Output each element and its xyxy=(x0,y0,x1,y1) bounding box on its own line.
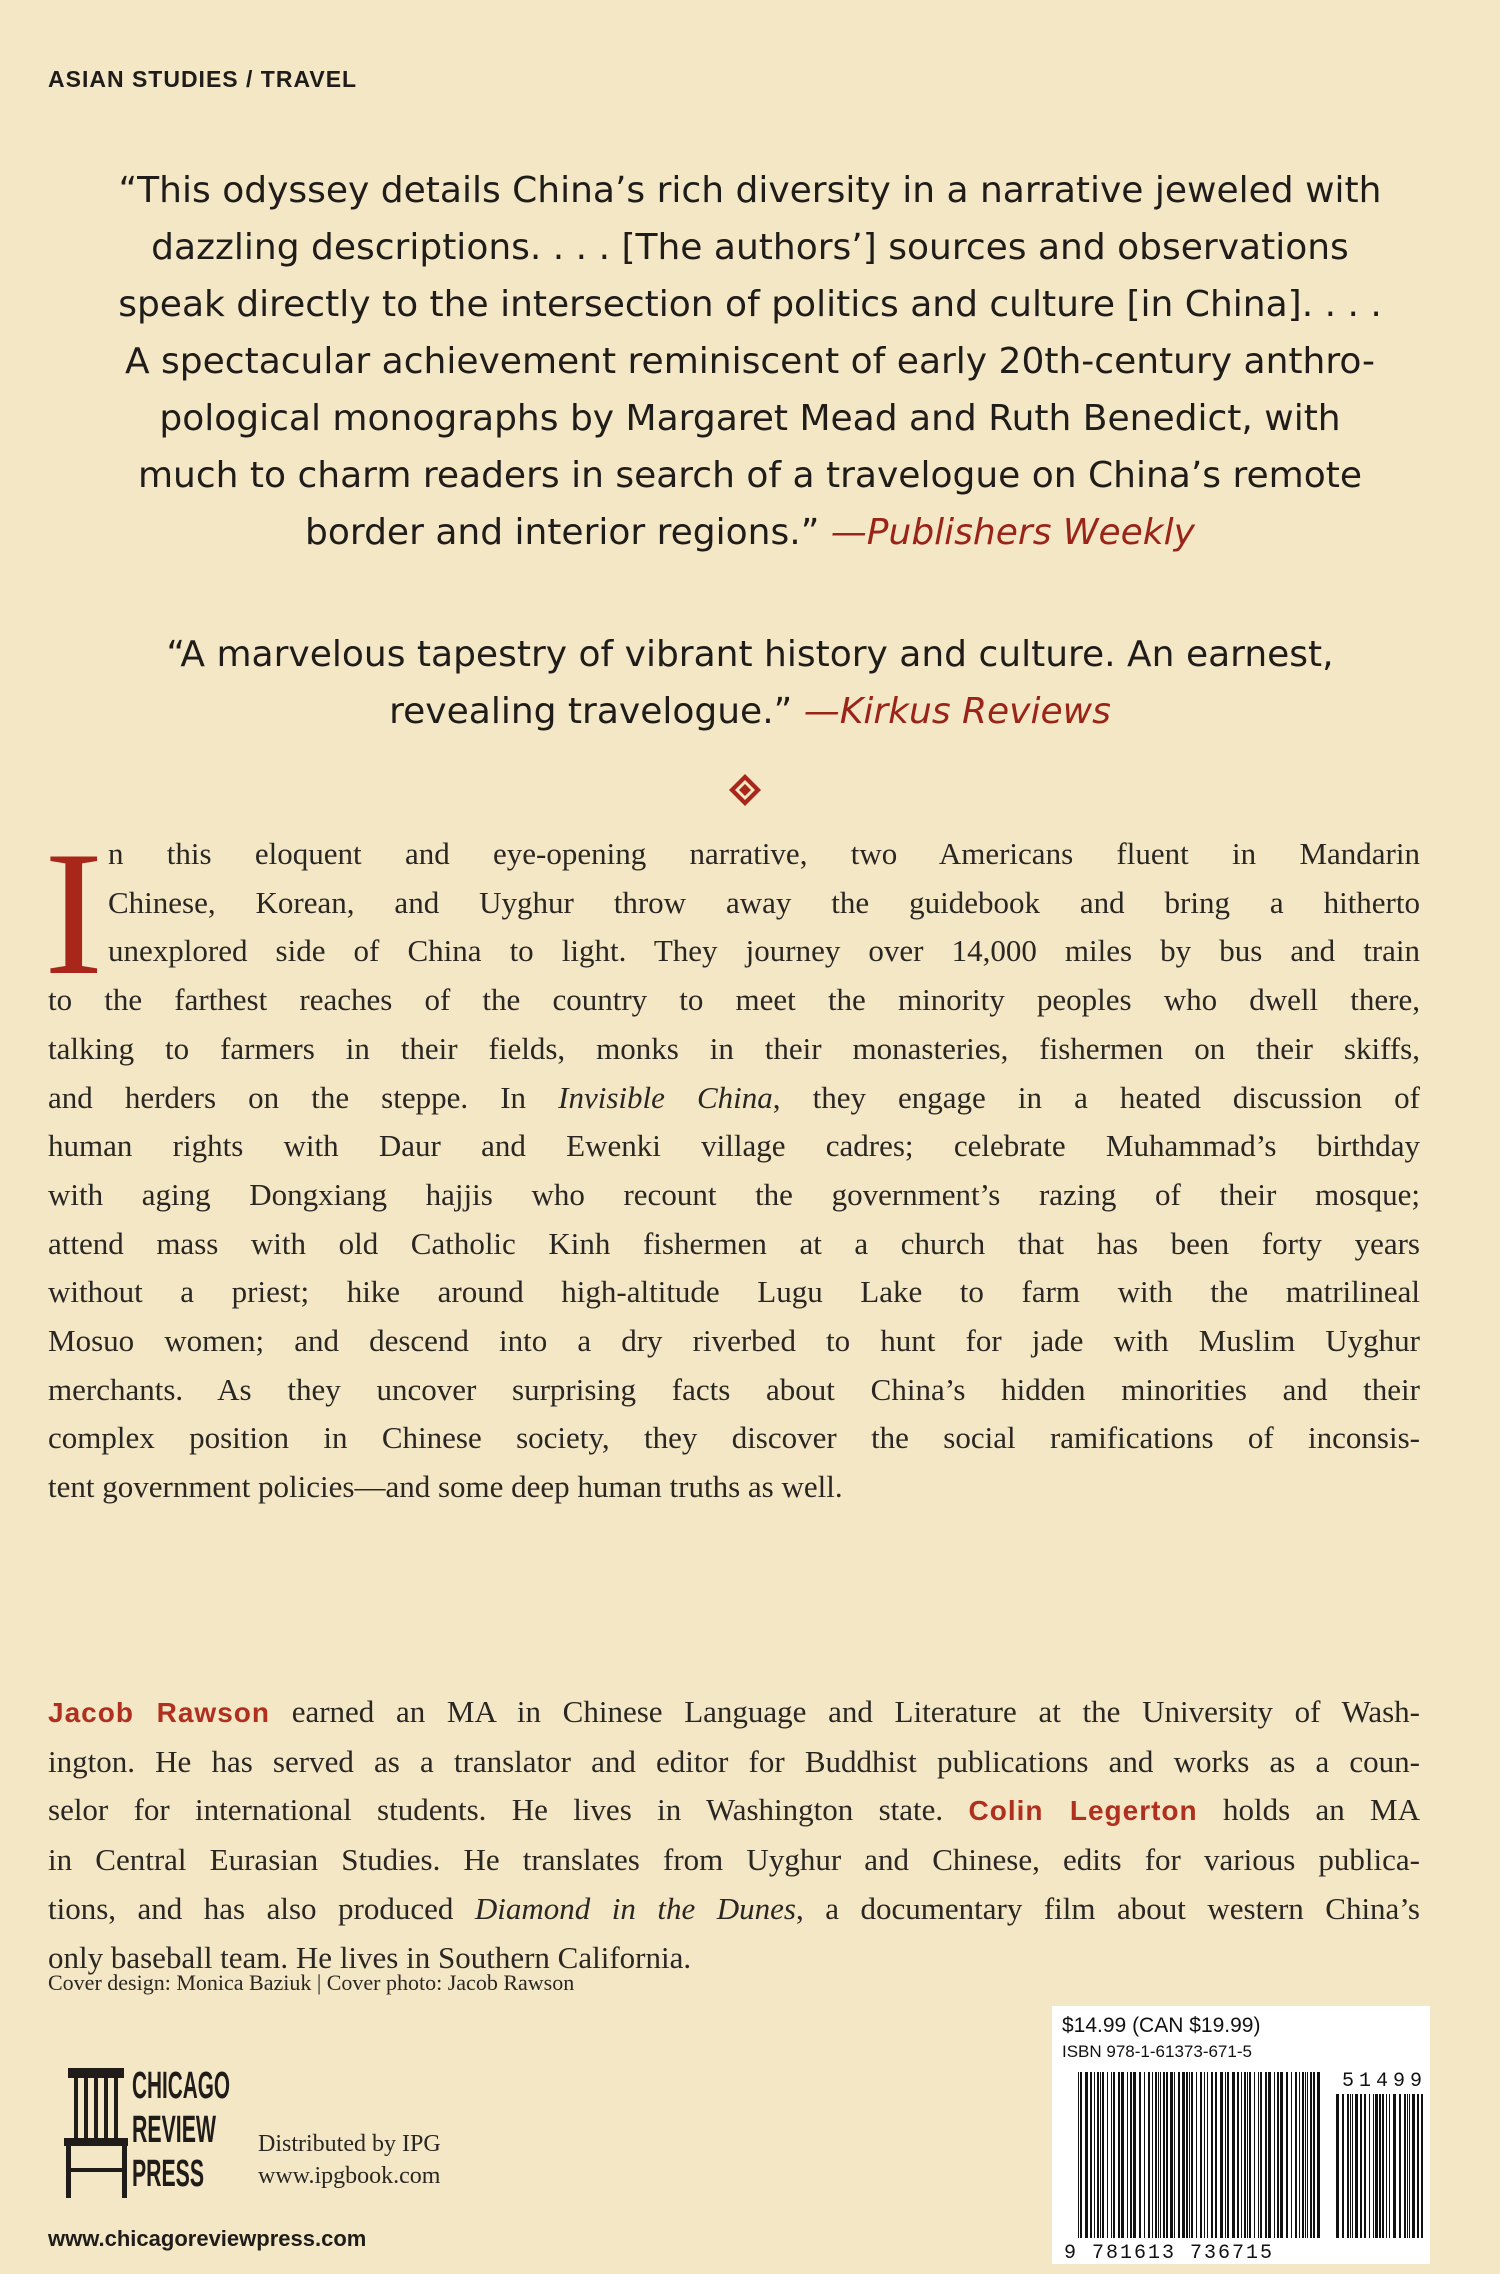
barcode-bar xyxy=(1127,2072,1128,2238)
publisher-website: www.chicagoreviewpress.com xyxy=(48,2226,367,2251)
bio-line xyxy=(48,1885,1420,1934)
barcode-bar xyxy=(1085,2072,1088,2238)
distributor-info xyxy=(258,2128,441,2192)
barcode-bar xyxy=(1412,2094,1415,2238)
barcode-bar xyxy=(1133,2072,1136,2238)
barcode-bar xyxy=(1166,2072,1168,2238)
barcode-bar xyxy=(1196,2072,1197,2238)
barcode-bar xyxy=(1295,2072,1297,2238)
category-label: ASIAN STUDIES / TRAVEL xyxy=(48,66,358,92)
drop-cap: I xyxy=(44,814,104,1012)
logo-text: REVIEW xyxy=(132,2109,217,2151)
author-bios xyxy=(48,1688,1420,1982)
addon-digits: 51499 xyxy=(1342,2070,1428,2093)
quote-line: dazzling descriptions. . . . [The authors’] sources and observations xyxy=(151,227,1349,268)
barcode-bar xyxy=(1247,2072,1248,2238)
addon-barcode-bars xyxy=(1336,2094,1423,2238)
barcode-bar xyxy=(1113,2072,1115,2238)
barcode-bar xyxy=(1369,2094,1370,2238)
description-text: and herders on the steppe. In xyxy=(48,1079,559,1115)
barcode-bar xyxy=(1307,2072,1308,2238)
barcode-bar xyxy=(1174,2072,1175,2238)
barcode-bar xyxy=(1118,2072,1120,2238)
price-label: $14.99 (CAN $19.99) xyxy=(1062,2014,1261,2037)
barcode-bar xyxy=(1347,2094,1349,2238)
barcode-bar xyxy=(1317,2072,1320,2238)
bio-text: earned an MA in Chinese Language and Literature at the University of Wash- xyxy=(270,1694,1420,1729)
quote-line: speak directly to the intersection of politics and culture [in China]. . . . xyxy=(118,284,1382,325)
bio-line xyxy=(48,1786,1420,1836)
diamond-ornament-icon xyxy=(727,772,763,808)
barcode-bar xyxy=(1121,2072,1124,2238)
bio-line: in Central Eurasian Studies. He translates from Uyghur and Chinese, edits for various publica- xyxy=(48,1842,1420,1878)
quote-text: border and interior regions.” xyxy=(305,512,831,553)
barcode-bar xyxy=(1360,2094,1362,2238)
description-line: without a priest; hike around high-altitude Lugu Lake to farm with the matrilineal xyxy=(48,1274,1420,1310)
description-line-last: tent government policies—and some deep human truths as well. xyxy=(48,1469,843,1505)
barcode-bar xyxy=(1254,2072,1255,2238)
barcode-bar xyxy=(1220,2072,1223,2238)
barcode-bar xyxy=(1232,2072,1235,2238)
description-line: human rights with Daur and Ewenki village cadres; celebrate Muhammad’s birthday xyxy=(48,1128,1420,1164)
bio-line xyxy=(48,1688,1420,1738)
barcode-bar xyxy=(1336,2094,1339,2238)
distributor-website: www.ipgbook.com xyxy=(258,2163,441,2189)
ean-digits: 9 781613 736715 xyxy=(1064,2242,1275,2265)
description-line: Mosuo women; and descend into a dry riverbed to hunt for jade with Muslim Uyghur xyxy=(48,1323,1420,1359)
description-line: with aging Dongxiang hajjis who recount the government’s razing of their mosque; xyxy=(48,1176,1420,1212)
book-description xyxy=(48,830,1420,1512)
description-line: complex position in Chinese society, they discover the social ramifications of inconsis- xyxy=(48,1420,1420,1456)
bio-line-last: only baseball team. He lives in Southern California. xyxy=(48,1939,692,1975)
ean-barcode-bars xyxy=(1078,2072,1320,2238)
barcode-bar xyxy=(1260,2072,1262,2238)
description-line: merchants. As they uncover surprising facts about China’s hidden minorities and their xyxy=(48,1371,1420,1407)
logo-text: CHICAGO xyxy=(132,2065,230,2107)
barcode-bar xyxy=(1160,2072,1161,2238)
barcode-bar xyxy=(1144,2072,1145,2238)
barcode-bar xyxy=(1375,2094,1378,2238)
barcode-bar xyxy=(1225,2072,1226,2238)
quote-line-last xyxy=(60,504,1440,561)
description-line: talking to farmers in their fields, monks in their monasteries, fishermen on their skiffs, xyxy=(48,1030,1420,1066)
barcode-bar xyxy=(1258,2072,1259,2238)
barcode-bar xyxy=(1080,2072,1082,2238)
isbn-label: ISBN 978-1-61373-671-5 xyxy=(1062,2042,1252,2061)
bio-text: , a documentary film about western China’s xyxy=(796,1890,1420,1926)
barcode-bar xyxy=(1152,2072,1153,2238)
barcode-bar xyxy=(1386,2094,1387,2238)
quote-line: A spectacular achievement reminiscent of early 20th-century anthro- xyxy=(124,341,1376,382)
barcode-bar xyxy=(1373,2094,1374,2238)
barcode-bar xyxy=(1094,2072,1095,2238)
barcode-bar xyxy=(1291,2072,1292,2238)
barcode-bar xyxy=(1249,2072,1251,2238)
review-quote-kirkus xyxy=(60,626,1440,740)
barcode-bar xyxy=(1189,2072,1190,2238)
barcode-bar xyxy=(1178,2072,1180,2238)
barcode-bar xyxy=(1102,2072,1104,2238)
barcode-bar xyxy=(1097,2072,1099,2238)
barcode-bar xyxy=(1100,2072,1101,2238)
barcode-bar xyxy=(1313,2072,1315,2238)
barcode-bar xyxy=(1305,2072,1306,2238)
barcode-bar xyxy=(1421,2094,1423,2238)
barcode-bar xyxy=(1107,2072,1108,2238)
logo-text: PRESS xyxy=(132,2153,204,2195)
description-line: to the farthest reaches of the country to meet the minority peoples who dwell there, xyxy=(48,982,1420,1018)
quote-line-last xyxy=(60,683,1440,740)
cover-credits: Cover design: Monica Baziuk | Cover photo: Jacob Rawson xyxy=(48,1970,575,1995)
distributed-by: Distributed by IPG xyxy=(258,2131,441,2157)
barcode-bar xyxy=(1302,2072,1304,2238)
barcode-bar xyxy=(1155,2072,1157,2238)
author-name: Colin Legerton xyxy=(968,1795,1198,1827)
quote-source: —Kirkus Reviews xyxy=(803,691,1111,732)
barcode-bar xyxy=(1191,2072,1193,2238)
barcode-bar xyxy=(1237,2072,1239,2238)
barcode-bar xyxy=(1182,2072,1185,2238)
barcode-bar xyxy=(1299,2072,1300,2238)
barcode-bar xyxy=(1227,2072,1229,2238)
barcode-bar xyxy=(1111,2072,1112,2238)
barcode-bar xyxy=(1268,2072,1271,2238)
quote-line: pological monographs by Margaret Mead and Ruth Benedict, with xyxy=(159,398,1341,439)
barcode-bar xyxy=(1399,2094,1401,2238)
barcode-bar xyxy=(1215,2072,1217,2238)
barcode-bar xyxy=(1265,2072,1267,2238)
barcode-bar xyxy=(1139,2072,1141,2238)
quote-line: much to charm readers in search of a travelogue on China’s remote xyxy=(137,455,1363,496)
quote-text: revealing travelogue.” xyxy=(389,691,804,732)
barcode-bar xyxy=(1382,2094,1384,2238)
barcode-bar xyxy=(1350,2094,1351,2238)
barcode-bar xyxy=(1207,2072,1208,2238)
quote-source: —Publishers Weekly xyxy=(830,512,1195,553)
barcode-bar xyxy=(1310,2072,1312,2238)
description-line: unexplored side of China to light. They journey over 14,000 miles by bus and train xyxy=(108,933,1420,969)
film-title: Diamond in the Dunes xyxy=(474,1890,796,1926)
barcode-bar xyxy=(1342,2094,1344,2238)
barcode-bar xyxy=(1274,2072,1275,2238)
barcode-bar xyxy=(1409,2094,1410,2238)
barcode-bar xyxy=(1389,2094,1390,2238)
bio-text: holds an MA xyxy=(1197,1792,1420,1828)
description-line xyxy=(48,1074,1420,1123)
barcode-bar xyxy=(1241,2072,1242,2238)
bio-text: tions, and has also produced xyxy=(48,1890,475,1926)
book-title: Invisible China xyxy=(558,1079,773,1115)
bio-text: selor for international students. He lives in Washington state. xyxy=(48,1792,969,1828)
barcode-bar xyxy=(1130,2072,1132,2238)
barcode-bar xyxy=(1280,2072,1283,2238)
barcode-bar xyxy=(1163,2072,1165,2238)
barcode-bar xyxy=(1286,2072,1288,2238)
barcode-bar xyxy=(1204,2072,1205,2238)
quote-line: “A marvelous tapestry of vibrant history and culture. An earnest, xyxy=(166,634,1334,675)
barcode xyxy=(1052,2006,1430,2264)
bio-line: ington. He has served as a translator and editor for Buddhist publications and works as a coun- xyxy=(48,1743,1420,1779)
barcode-bar xyxy=(1404,2094,1406,2238)
quote-line: “This odyssey details China’s rich diversity in a narrative jeweled with xyxy=(118,170,1382,211)
barcode-bar xyxy=(1407,2094,1408,2238)
description-text: , they engage in a heated discussion of xyxy=(772,1079,1420,1115)
barcode-bar xyxy=(1078,2072,1079,2238)
barcode-bar xyxy=(1379,2094,1381,2238)
barcode-bar xyxy=(1277,2072,1279,2238)
barcode-bar xyxy=(1148,2072,1150,2238)
barcode-bar xyxy=(1352,2094,1353,2238)
barcode-panel xyxy=(1052,2006,1430,2264)
barcode-bar xyxy=(1170,2072,1173,2238)
barcode-bar xyxy=(1393,2094,1396,2238)
review-quote-publishers-weekly xyxy=(60,162,1440,561)
barcode-bar xyxy=(1158,2072,1159,2238)
barcode-bar xyxy=(1244,2072,1246,2238)
barcode-bar xyxy=(1355,2094,1358,2238)
barcode-bar xyxy=(1186,2072,1188,2238)
barcode-bar xyxy=(1090,2072,1092,2238)
description-line: attend mass with old Catholic Kinh fishermen at a church that has been forty years xyxy=(48,1225,1420,1261)
barcode-bar xyxy=(1200,2072,1202,2238)
barcode-bar xyxy=(1211,2072,1213,2238)
chicago-review-press-logo xyxy=(44,2040,234,2210)
barcode-bar xyxy=(1364,2094,1366,2238)
author-name: Jacob Rawson xyxy=(48,1697,270,1728)
description-line: n this eloquent and eye-opening narrative, two Americans fluent in Mandarin xyxy=(108,836,1420,871)
barcode-bar xyxy=(1417,2094,1419,2238)
description-line: Chinese, Korean, and Uyghur throw away the guidebook and bring a hitherto xyxy=(108,884,1420,920)
